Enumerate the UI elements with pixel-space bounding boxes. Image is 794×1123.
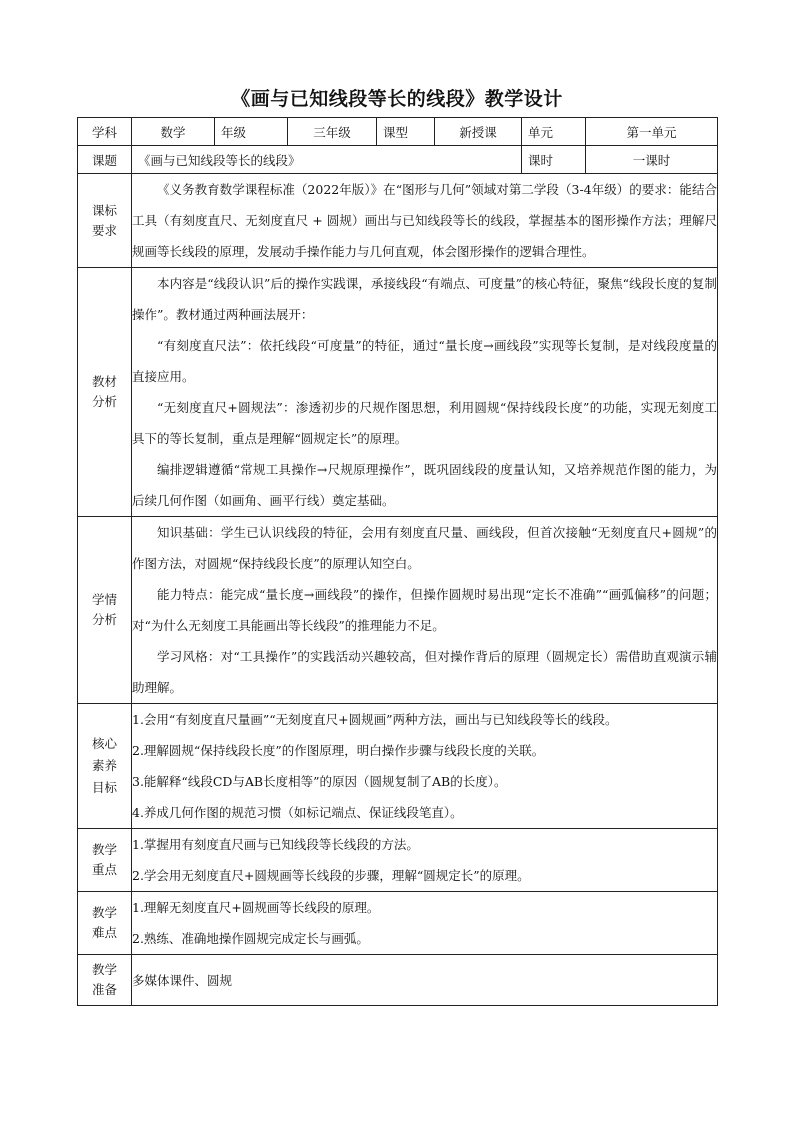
section-label-preparation <box>78 955 132 1006</box>
list-item: 2.理解圆规“保持线段长度”的作图原理，明白操作步骤与线段长度的关联。 <box>132 743 545 758</box>
lesson-type-value: 新授课 <box>435 118 522 146</box>
unit-label: 单元 <box>522 118 586 146</box>
grade-value: 三年级 <box>288 118 377 146</box>
page-title: 《画与已知线段等长的线段》教学设计 <box>231 88 563 110</box>
list-item: 1.掌握用有刻度直尺画与已知线段等长线段的方法。 <box>132 837 419 852</box>
section-label-standard <box>78 174 132 268</box>
section-label-text: 教学重点 <box>91 842 117 877</box>
section-preparation <box>78 955 718 1006</box>
section-label-text: 教学准备 <box>91 962 117 997</box>
paragraph: 学习风格：对“工具操作”的实践活动兴趣较高，但对操作背后的原理（圆规定长）需借助直观演示辅助理解。 <box>132 649 717 695</box>
list-item: 4.养成几何作图的规范习惯（如标记端点、保证线段笔直）。 <box>132 805 463 820</box>
section-curriculum-standard <box>78 174 718 268</box>
subject-label: 学科 <box>78 118 132 146</box>
section-label-text: 核心素养目标 <box>91 736 117 795</box>
list-item: 2.熟练、准确地操作圆规完成定长与画弧。 <box>132 931 369 946</box>
header-row-topic <box>78 146 718 174</box>
paragraph: 能力特点：能完成“量长度→画线段”的操作，但操作圆规时易出现“定长不准确”“画弧偏移”的问题；对“为什么无刻度工具能画出等长线段”的推理能力不足。 <box>132 587 717 633</box>
list-item: 2.学会用无刻度直尺+圆规画等长线段的步骤，理解“圆规定长”的原理。 <box>132 868 530 883</box>
header-row-basic-info <box>78 118 718 146</box>
lesson-type-label: 课型 <box>377 118 435 146</box>
list-item: 1.理解无刻度直尺+圆规画等长线段的原理。 <box>132 900 380 915</box>
list-item: 1.会用“有刻度直尺量画”“无刻度直尺+圆规画”两种方法，画出与已知线段等长的线段。 <box>132 712 618 727</box>
section-label-goals <box>78 704 132 829</box>
section-textbook-analysis <box>78 268 718 517</box>
lesson-plan-table <box>77 117 718 1006</box>
section-content-standard <box>132 174 718 268</box>
topic-value: 《画与已知线段等长的线段》 <box>132 146 522 174</box>
section-label-students <box>78 517 132 704</box>
grade-label: 年级 <box>215 118 288 146</box>
section-content-students <box>132 517 718 704</box>
class-hours-value: 一课时 <box>586 146 718 174</box>
section-label-text: 教材分析 <box>91 374 117 409</box>
list-item: 多媒体课件、圆规 <box>132 972 233 988</box>
section-label-text: 学情分析 <box>91 592 117 627</box>
unit-value: 第一单元 <box>586 118 718 146</box>
section-difficulties <box>78 892 718 955</box>
section-label-text: 课标要求 <box>91 202 117 238</box>
section-content-preparation <box>132 955 718 1006</box>
section-content-textbook <box>132 268 718 517</box>
topic-label: 课题 <box>78 146 132 174</box>
class-hours-label: 课时 <box>522 146 586 174</box>
paragraph: 本内容是“线段认识”后的操作实践课，承接线段“有端点、可度量”的核心特征，聚焦“线段长度的复制操作”。教材通过两种画法展开： <box>132 276 717 322</box>
section-content-goals <box>132 704 718 829</box>
section-key-points <box>78 829 718 892</box>
paragraph: 《义务教育数学课程标准（2022年版）》在“图形与几何”领域对第二学段（3-4年级）的要求：能结合工具（有刻度直尺、无刻度直尺 + 圆规）画出与已知线段等长的线段，掌握基本的图形操作方法；理解尺规画等长线段的原理，发展动手操作能力与几何直观，体会图形操作的逻辑合理性。 <box>132 182 717 259</box>
paragraph: 编排逻辑遵循“常规工具操作→尺规原理操作”，既巩固线段的度量认知，又培养规范作图的能力，为后续几何作图（如画角、画平行线）奠定基础。 <box>132 462 717 508</box>
paragraph: “有刻度直尺法”：依托线段“可度量”的特征，通过“量长度→画线段”实现等长复制，是对线段度量的直接应用。 <box>132 338 717 384</box>
section-label-difficulties <box>78 892 132 955</box>
paragraph: 知识基础：学生已认识线段的特征，会用有刻度直尺量、画线段，但首次接触“无刻度直尺+圆规”的作图方法，对圆规“保持线段长度”的原理认知空白。 <box>132 525 717 571</box>
section-label-text: 教学难点 <box>91 905 117 940</box>
paragraph: “无刻度直尺+圆规法”：渗透初步的尺规作图思想，利用圆规“保持线段长度”的功能，实现无刻度工具下的等长复制，重点是理解“圆规定长”的原理。 <box>132 400 717 446</box>
section-label-textbook <box>78 268 132 517</box>
section-student-analysis <box>78 517 718 704</box>
section-label-key-points <box>78 829 132 892</box>
section-core-goals <box>78 704 718 829</box>
section-content-difficulties <box>132 892 718 955</box>
list-item: 3.能解释“线段CD与AB长度相等”的原因（圆规复制了AB的长度）。 <box>132 774 507 789</box>
section-content-key-points <box>132 829 718 892</box>
subject-value: 数学 <box>132 118 215 146</box>
